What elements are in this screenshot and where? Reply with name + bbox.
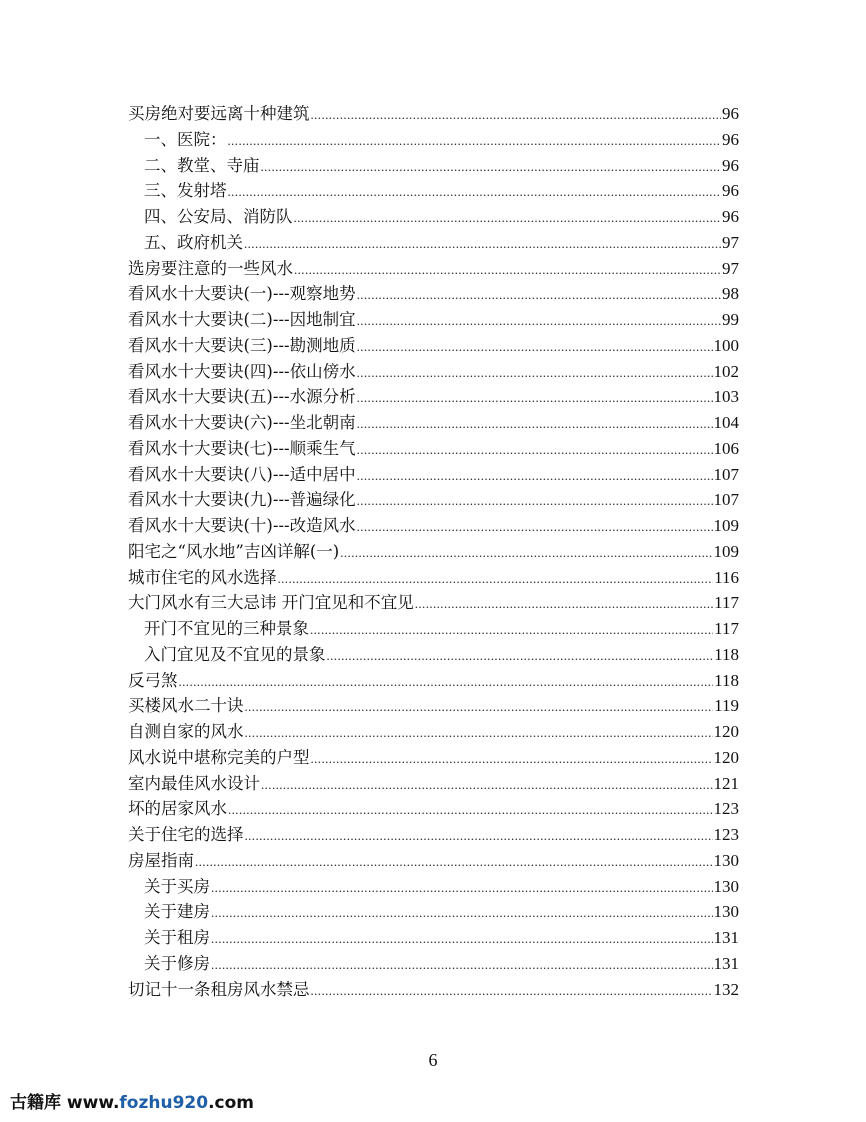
toc-leader-dots: [294, 257, 721, 283]
toc-entry-title: 坏的居家风水: [128, 799, 227, 819]
toc-entry[interactable]: [128, 230, 739, 256]
toc-leader-dots: [357, 411, 713, 437]
toc-entry[interactable]: [128, 693, 739, 719]
toc-entry-page: 131: [713, 928, 739, 947]
toc-entry-title: 三、发射塔: [144, 181, 227, 201]
toc-leader-dots: [245, 823, 713, 849]
toc-entry[interactable]: [128, 951, 739, 977]
toc-leader-dots: [310, 617, 713, 643]
toc-entry[interactable]: [128, 256, 739, 282]
toc-entry-title: 看风水十大要诀(六)---坐北朝南: [128, 413, 356, 432]
toc-entry[interactable]: [128, 719, 739, 745]
toc-entry-page: 130: [713, 902, 739, 922]
toc-entry[interactable]: [128, 668, 739, 694]
toc-leader-dots: [311, 978, 713, 1004]
toc-entry-title: 入门宜见及不宜见的景象: [144, 644, 326, 664]
toc-entry-title: 看风水十大要诀(四)---依山傍水: [128, 361, 356, 381]
toc-entry[interactable]: [128, 178, 739, 204]
toc-entry[interactable]: [128, 848, 739, 874]
toc-entry-page: 103: [713, 387, 739, 407]
toc-leader-dots: [228, 128, 722, 154]
toc-entry-page: 120: [713, 722, 739, 741]
toc-entry-title: 关于住宅的选择: [128, 825, 244, 844]
toc-entry-title: 看风水十大要诀(二)---因地制宜: [128, 310, 356, 329]
page-number: 6: [428, 1050, 438, 1070]
toc-entry-page: 100: [713, 335, 739, 355]
toc-leader-dots: [228, 797, 713, 823]
watermark-prefix: 古籍库 www.: [10, 1093, 120, 1113]
toc-entry-page: 96: [722, 104, 739, 123]
toc-entry-page: 99: [722, 310, 739, 329]
toc-entry-title: 一、医院：: [144, 129, 227, 149]
toc-entry-title: 阳宅之“风水地”吉凶详解(一): [128, 541, 340, 561]
toc-entry[interactable]: [128, 204, 739, 230]
toc-leader-dots: [327, 643, 714, 669]
toc-entry[interactable]: [128, 925, 739, 951]
toc-entry-page: 121: [713, 773, 739, 793]
toc-leader-dots: [244, 231, 721, 257]
toc-entry-page: 123: [713, 799, 739, 819]
toc-entry[interactable]: [128, 590, 739, 616]
toc-entry-page: 98: [722, 284, 739, 304]
toc-entry-title: 看风水十大要诀(一)---观察地势: [128, 284, 356, 304]
toc-entry-title: 室内最佳风水设计: [128, 773, 260, 793]
toc-entry-page: 123: [713, 825, 739, 844]
toc-entry-title: 四、公安局、消防队: [144, 207, 293, 226]
toc-entry-page: 117: [714, 619, 739, 638]
toc-leader-dots: [261, 154, 722, 180]
toc-leader-dots: [357, 437, 713, 463]
toc-entry-page: 118: [714, 644, 739, 664]
toc-entry[interactable]: [128, 616, 739, 642]
toc-entry-page: 117: [714, 593, 739, 613]
toc-entry[interactable]: [128, 153, 739, 179]
toc-entry-title: 切记十一条租房风水禁忌: [128, 979, 310, 999]
toc-leader-dots: [211, 926, 713, 952]
toc-entry-title: 关于建房: [144, 902, 210, 922]
toc-entry[interactable]: [128, 977, 739, 1003]
toc-leader-dots: [357, 488, 713, 514]
toc-entry-page: 96: [722, 181, 739, 201]
toc-entry[interactable]: [128, 333, 739, 359]
toc-entry-page: 116: [714, 567, 739, 587]
toc-leader-dots: [415, 591, 713, 617]
toc-entry-page: 131: [713, 953, 739, 973]
toc-entry-title: 看风水十大要诀(三)---勘测地质: [128, 335, 356, 355]
toc-leader-dots: [179, 669, 714, 695]
toc-entry-title: 开门不宜见的三种景象: [144, 619, 309, 638]
toc-entry[interactable]: [128, 384, 739, 410]
toc-entry-page: 97: [722, 258, 739, 278]
toc-leader-dots: [357, 514, 713, 540]
toc-leader-dots: [311, 746, 713, 772]
toc-leader-dots: [357, 360, 713, 386]
toc-entry-page: 120: [713, 747, 739, 767]
toc-entry[interactable]: [128, 642, 739, 668]
toc-entry-title: 关于买房: [144, 876, 210, 896]
toc-entry[interactable]: [128, 822, 739, 848]
toc-entry-page: 97: [722, 232, 739, 252]
toc-entry[interactable]: [128, 771, 739, 797]
toc-entry[interactable]: [128, 745, 739, 771]
toc-entry-title: 看风水十大要诀(七)---顺乘生气: [128, 438, 356, 458]
toc-entry-page: 119: [714, 696, 739, 716]
toc-entry-page: 130: [713, 876, 739, 896]
toc-leader-dots: [195, 849, 713, 875]
toc-entry[interactable]: [128, 462, 739, 488]
toc-entry-page: 118: [714, 670, 739, 690]
toc-entry-page: 96: [722, 155, 739, 175]
toc-entry-title: 买房绝对要远离十种建筑: [128, 104, 310, 123]
toc-leader-dots: [245, 694, 714, 720]
toc-entry-title: 看风水十大要诀(十)---改造风水: [128, 516, 356, 535]
watermark: [10, 1088, 254, 1113]
toc-entry[interactable]: [128, 359, 739, 385]
toc-entry-title: 五、政府机关: [144, 232, 243, 252]
toc-leader-dots: [294, 205, 722, 231]
toc-entry-page: 106: [713, 438, 739, 458]
toc-entry[interactable]: [128, 307, 739, 333]
toc-entry-page: 132: [713, 979, 739, 999]
toc-entry-title: 选房要注意的一些风水: [128, 258, 293, 278]
toc-leader-dots: [245, 720, 713, 746]
toc-entry-page: 96: [722, 207, 739, 226]
toc-entry[interactable]: [128, 487, 739, 513]
toc-entry-title: 反弓煞: [128, 670, 178, 690]
toc-leader-dots: [340, 540, 712, 566]
toc-entry[interactable]: [128, 127, 739, 153]
toc-entry-title: 大门风水有三大忌讳 开门宜见和不宜见: [128, 593, 414, 613]
toc-entry[interactable]: [128, 899, 739, 925]
toc-entry-title: 自测自家的风水: [128, 722, 244, 741]
toc-leader-dots: [211, 900, 713, 926]
toc-entry[interactable]: [128, 874, 739, 900]
watermark-domain: fozhu920: [119, 1093, 209, 1113]
toc-entry-title: 买楼风水二十诀: [128, 696, 244, 716]
watermark-suffix: .com: [208, 1093, 255, 1113]
toc-leader-dots: [357, 385, 713, 411]
toc-entry[interactable]: [128, 565, 739, 591]
toc-entry-title: 风水说中堪称完美的户型: [128, 747, 310, 767]
toc-entry-title: 二、教堂、寺庙: [144, 155, 260, 175]
toc-leader-dots: [357, 334, 713, 360]
toc-entry-title: 看风水十大要诀(九)---普遍绿化: [128, 490, 356, 510]
toc-entry[interactable]: [128, 513, 739, 539]
toc-entry-page: 109: [713, 516, 739, 535]
toc-leader-dots: [278, 566, 714, 592]
toc-entry-title: 关于修房: [144, 953, 210, 973]
toc-entry-title: 关于租房: [144, 928, 210, 947]
toc-leader-dots: [357, 463, 713, 489]
table-of-contents: [128, 101, 739, 1002]
toc-leader-dots: [228, 179, 722, 205]
toc-entry-page: 104: [713, 413, 739, 432]
toc-entry-title: 城市住宅的风水选择: [128, 567, 277, 587]
toc-entry[interactable]: [128, 539, 739, 565]
toc-entry[interactable]: [128, 410, 739, 436]
toc-entry-page: 130: [713, 850, 739, 870]
toc-entry[interactable]: [128, 436, 739, 462]
toc-entry-page: 102: [713, 361, 739, 381]
toc-entry-title: 看风水十大要诀(五)---水源分析: [128, 387, 356, 407]
toc-leader-dots: [357, 282, 721, 308]
toc-entry-page: 109: [713, 541, 739, 561]
toc-leader-dots: [211, 875, 713, 901]
toc-leader-dots: [311, 102, 722, 128]
toc-leader-dots: [211, 952, 713, 978]
toc-entry[interactable]: [128, 281, 739, 307]
toc-entry-title: 房屋指南: [128, 850, 194, 870]
toc-entry-page: 107: [713, 490, 739, 510]
toc-entry[interactable]: [128, 796, 739, 822]
toc-entry-page: 96: [722, 129, 739, 149]
toc-entry[interactable]: [128, 101, 739, 127]
toc-leader-dots: [357, 308, 721, 334]
toc-entry-page: 107: [713, 464, 739, 484]
toc-entry-title: 看风水十大要诀(八)---适中居中: [128, 464, 356, 484]
toc-leader-dots: [261, 772, 713, 798]
